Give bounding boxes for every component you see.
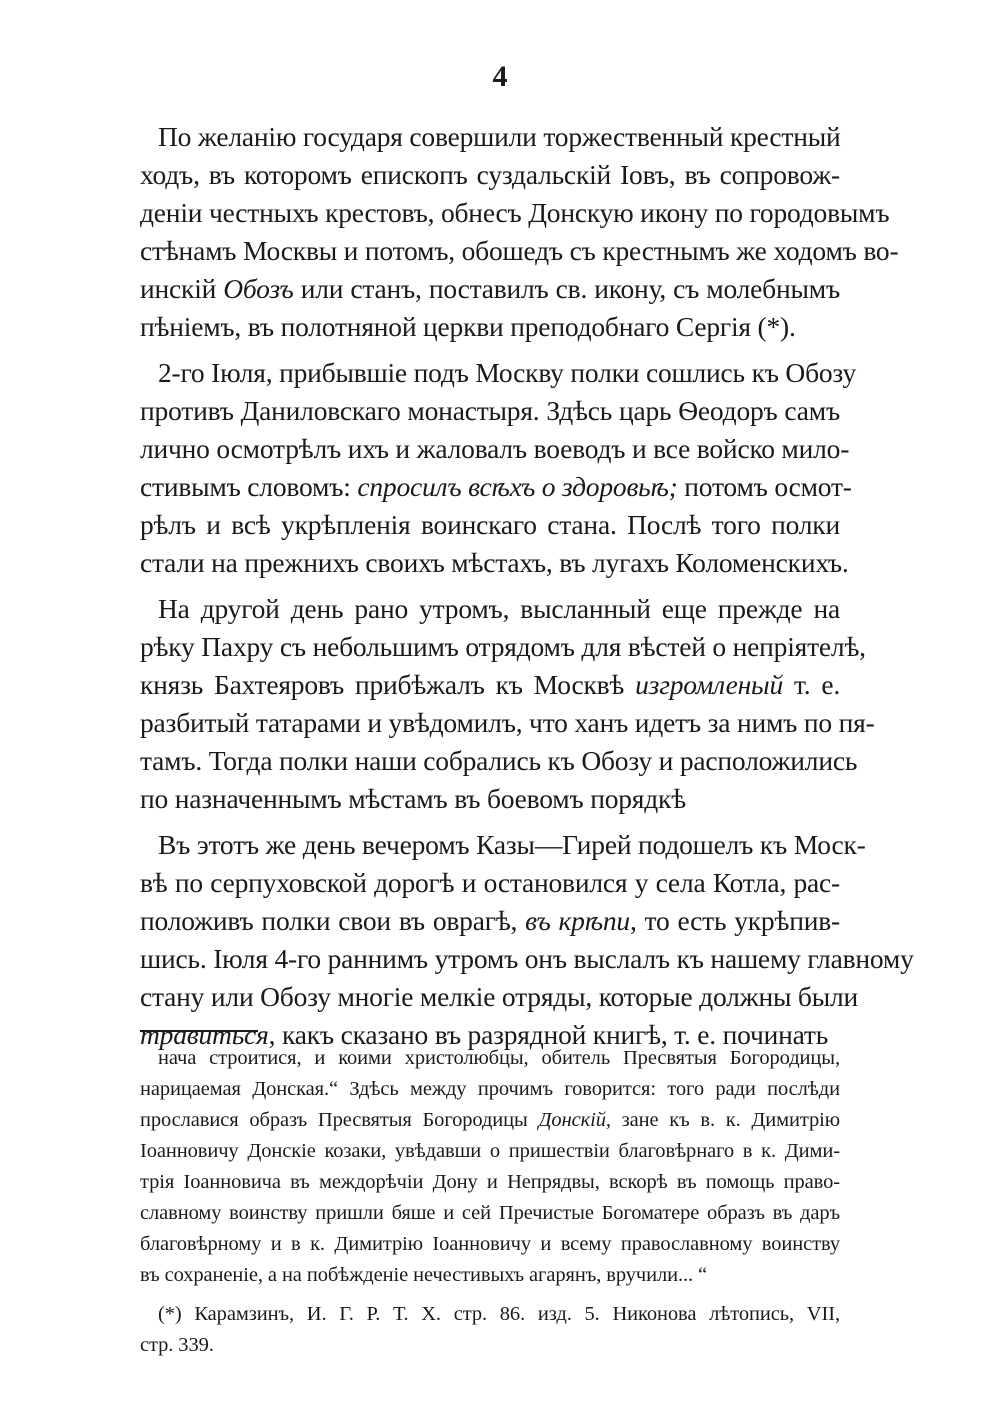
- text-run: пѣніемъ, въ полотняной церкви преподобнаго Сергія (*).: [140, 311, 796, 342]
- text-line: [140, 118, 840, 156]
- text-run: , какъ сказано въ разрядной книгѣ, т. е. починать: [268, 1019, 829, 1050]
- text-run: лично осмотрѣлъ ихъ и жаловалъ воеводъ и все войско мило-: [140, 433, 850, 464]
- text-run: стану или Обозу многіе мелкіе отряды, которые должны были: [140, 981, 859, 1012]
- text-line: [140, 780, 840, 818]
- text-line: [140, 666, 840, 704]
- text-run: стали на прежнихъ своихъ мѣстахъ, въ лугахъ Коломенскихъ.: [140, 547, 849, 578]
- text-line: [140, 270, 840, 308]
- text-run: положивъ полки свои въ оврагѣ,: [140, 905, 526, 936]
- text-run: благовѣрному и в к. Димитрію Іоанновичу и всему православному воинству: [140, 1233, 840, 1255]
- italic-text-run: Донскій: [538, 1109, 606, 1131]
- footnote-separator-rule: [140, 1030, 258, 1032]
- text-run: Въ этотъ же день вечеромъ Казы—Гирей подошелъ къ Моск-: [158, 829, 866, 860]
- text-run: стивымъ словомъ:: [140, 471, 358, 502]
- footnote-line: [140, 1136, 840, 1167]
- text-line: [140, 940, 914, 978]
- text-run: , то есть укрѣпив-: [629, 905, 840, 936]
- text-run: т. е.: [783, 669, 840, 700]
- footnote-line: [140, 1260, 840, 1291]
- text-line: [140, 864, 840, 902]
- text-line: [140, 392, 840, 430]
- footnote-line: [140, 1043, 840, 1074]
- text-run: прославися образъ Пресвятыя Богородицы: [140, 1109, 539, 1131]
- text-line: [140, 544, 849, 582]
- text-line: [140, 978, 859, 1016]
- text-run: ходъ, въ которомъ епископъ суздальскій Іовъ, въ сопровож-: [140, 159, 840, 190]
- text-run: стѣнамъ Москвы и потомъ, обошедъ съ крестнымъ же ходомъ во-: [140, 235, 899, 266]
- text-run: тамъ. Тогда полки наши собрались къ Обозу и расположились: [140, 745, 858, 776]
- text-run: или станъ, поставилъ св. икону, съ молебнымъ: [293, 273, 840, 304]
- footnote-line: [140, 1299, 840, 1330]
- text-line: [140, 826, 866, 864]
- footnote-line: [140, 1105, 840, 1136]
- text-line: [140, 354, 857, 392]
- footnote-line: [140, 1167, 840, 1198]
- footnotes: [140, 1043, 840, 1361]
- italic-text-run: въ крѣпи: [525, 905, 630, 936]
- text-run: рѣлъ и всѣ укрѣпленія воинскаго стана. Послѣ того полки: [140, 509, 840, 540]
- text-run: славному воинству пришли бяше и сей Пречистые Богоматере образъ въ даръ: [140, 1202, 840, 1224]
- text-line: [140, 468, 852, 506]
- text-line: [140, 506, 840, 544]
- text-run: въ сохраненіе, а на побѣжденіе нечестивыхъ агарянъ, вручили... “: [140, 1264, 708, 1286]
- text-run: вѣ по серпуховской дорогѣ и остановился у села Котла, рас-: [140, 867, 840, 898]
- text-run: потомъ осмот-: [677, 471, 852, 502]
- italic-text-run: изгромленый: [635, 669, 784, 700]
- text-run: рѣку Пахру съ небольшимъ отрядомъ для вѣстей о непріятелѣ,: [140, 631, 866, 662]
- text-line: [140, 742, 858, 780]
- text-run: нача строитися, и коими христолюбцы, обитель Пресвятыя Богородицы,: [158, 1047, 840, 1069]
- italic-text-run: Обозъ: [223, 273, 294, 304]
- text-run: Іоанновичу Донскіе козаки, увѣдавши о пришествіи благовѣрнаго в к. Дими-: [140, 1140, 840, 1162]
- text-run: На другой день рано утромъ, высланный еще прежде на: [158, 593, 840, 624]
- text-run: По желанію государя совершили торжественный крестный: [158, 121, 841, 152]
- text-line: [140, 156, 840, 194]
- page-number: 4: [492, 60, 508, 93]
- text-run: инскій: [140, 273, 224, 304]
- italic-text-run: спросилъ всѣхъ о здоровьѣ;: [357, 471, 678, 502]
- text-run: противъ Даниловскаго монастыря. Здѣсь царь Ѳеодоръ самъ: [140, 395, 840, 426]
- text-run: деніи честныхъ крестовъ, обнесъ Донскую икону по городовымъ: [140, 197, 890, 228]
- text-run: шись. Іюля 4-го раннимъ утромъ онъ выслалъ къ нашему главному: [140, 943, 914, 974]
- text-run: по назначеннымъ мѣстамъ въ боевомъ порядкѣ: [140, 783, 686, 814]
- footnote-line: [140, 1198, 840, 1229]
- text-line: [140, 902, 840, 940]
- text-line: [140, 194, 890, 232]
- text-run: (*) Карамзинъ, И. Г. Р. Т. X. стр. 86. изд. 5. Никонова лѣтопись, VII,: [158, 1303, 840, 1325]
- italic-text-run: травиться: [140, 1019, 269, 1050]
- text-run: 2-го Іюля, прибывшіе подъ Москву полки сошлись къ Обозу: [158, 357, 857, 388]
- text-line: [140, 308, 840, 346]
- main-text: [140, 118, 914, 1054]
- text-line: [140, 704, 875, 742]
- text-line: [140, 430, 850, 468]
- footnote-line: [140, 1074, 840, 1105]
- text-run: нарицаемая Донская.“ Здѣсь между прочимъ говорится: того ради послѣди: [140, 1078, 840, 1100]
- text-line: [140, 232, 899, 270]
- text-line: [140, 590, 840, 628]
- text-line: [140, 628, 866, 666]
- text-run: стр. 339.: [140, 1334, 214, 1356]
- text-run: трія Іоанновича въ междорѣчіи Дону и Непрядвы, вскорѣ въ помощь право-: [140, 1171, 840, 1193]
- text-run: , зане къ в. к. Димитрію: [605, 1109, 840, 1131]
- text-run: князь Бахтеяровъ прибѣжалъ къ Москвѣ: [140, 669, 636, 700]
- text-run: разбитый татарами и увѣдомилъ, что ханъ идетъ за нимъ по пя-: [140, 707, 875, 738]
- footnote-line: [140, 1330, 840, 1361]
- footnote-line: [140, 1229, 840, 1260]
